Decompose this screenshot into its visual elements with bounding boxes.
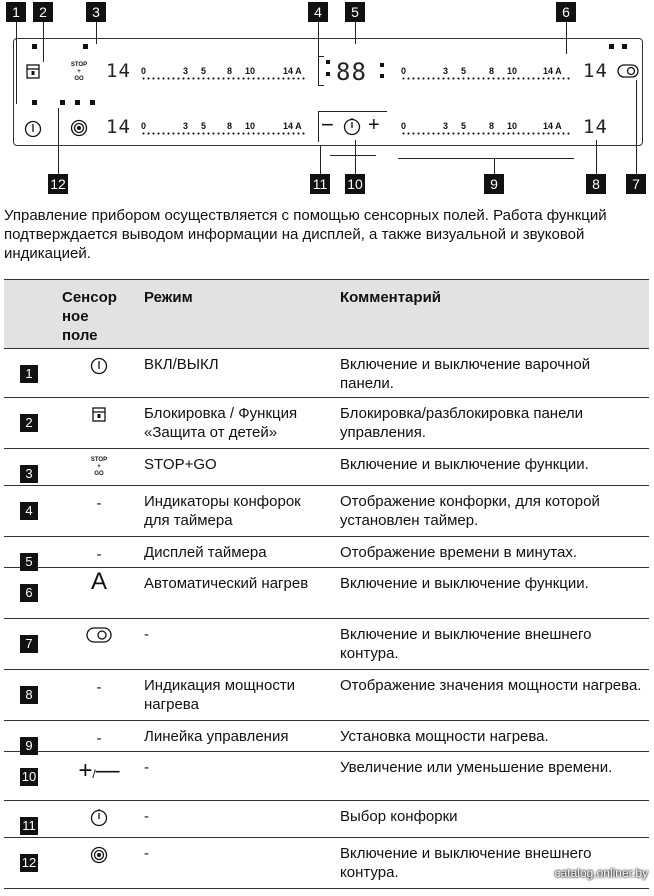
power-icon[interactable] [24,120,42,138]
indicator-dot [32,100,37,105]
power-level-display: 14 [583,116,608,138]
plus-button[interactable]: + [368,114,380,136]
row-number-badge: 8 [20,686,38,704]
timer-select-icon[interactable] [343,118,361,136]
row-number-badge: 12 [21,855,37,870]
slider-dots [141,77,307,80]
header-sensor: Сенсор ное поле [62,289,117,344]
indicator-dot [83,44,88,49]
scale-label: 0 [401,66,407,76]
scale-label: 0 [401,121,407,131]
lock-icon[interactable] [26,63,40,79]
badge-3: 3 [86,2,106,22]
comment-text: Увеличение или уменьшение времени. [340,759,613,776]
scale-label: 14 A [283,66,302,76]
watermark: catalog.onliner.by [554,866,648,880]
double-ring-icon [66,846,132,869]
row-number-badge: 9 [20,737,38,755]
comment-text: Включение и выключение функции. [340,456,589,473]
scale-label: 8 [227,66,233,76]
mode-text: - [144,759,149,776]
row-number-badge: 5 [20,553,38,571]
header-comment: Комментарий [340,289,442,306]
badge-11: 11 [310,174,330,194]
scale-label: 3 [443,121,449,131]
leader-9a [494,158,495,174]
row-number-badge: 1 [20,365,38,383]
mode-text: Индикаторы конфорок для таймера [144,493,301,529]
indicator-dot [622,44,627,49]
intro-paragraph: Управление прибором осуществляется с помощью сенсорных полей. Работа функций подтверждается выводом информации на дисплей, а также визуальной и звуковой индикацией. [4,207,607,262]
leader-10b [330,155,376,156]
timer-colon [380,63,384,67]
burner-indicator [326,60,330,64]
badge-7: 7 [626,174,646,194]
badge-2: 2 [33,2,53,22]
scale-label: 5 [201,66,207,76]
comment-text: Включение и выключение функции. [340,575,589,592]
scale-label: 0 [141,121,147,131]
timer-colon [380,74,384,78]
badge-5: 5 [345,2,365,22]
stop-go-icon: STOP + GO [90,457,108,477]
timer-select-icon [66,809,132,832]
comment-text: Включение и выключение внешнего контура. [340,626,592,662]
table-row [4,838,649,889]
sensor-dash: - [96,679,102,696]
table-row [4,349,649,398]
mode-text: Дисплей таймера [144,544,267,561]
sensor-dash: - [96,546,102,563]
scale-label: 8 [489,121,495,131]
comment-text: Выбор конфорки [340,808,458,825]
minus-button[interactable]: − [321,112,334,137]
comment-text: Отображение значения мощности нагрева. [340,677,642,694]
row-number-badge: 3 [20,465,38,483]
header-mode: Режим [144,289,193,306]
timer-bracket [318,56,324,86]
power-level-display: 14 [583,60,608,82]
power-level-display: 14 [106,60,131,82]
indicator-dot [32,44,37,49]
comment-text: Отображение времени в минутах. [340,544,577,561]
scale-label: 5 [201,121,207,131]
power-slider[interactable] [141,121,307,137]
row-number-badge: 6 [20,584,38,602]
power-slider[interactable] [141,66,307,82]
comment-text: Отображение конфорки, для которой установлен таймер. [340,493,600,529]
table-row [4,619,649,670]
scale-label: 3 [183,121,189,131]
mode-text: Блокировка / Функция «Защита от детей» [144,405,298,441]
badge-10: 10 [345,174,365,194]
scale-label: 3 [443,66,449,76]
badge-8: 8 [586,174,606,194]
mode-text: Автоматический нагрев [144,575,309,592]
indicator-dot [609,44,614,49]
scale-label: 10 [507,66,518,76]
badge-1: 1 [6,2,26,22]
oval-zone-icon [66,627,132,648]
double-ring-icon[interactable] [70,119,88,137]
mode-text: STOP+GO [144,456,217,473]
scale-label: 3 [183,66,189,76]
comment-text: Включение и выключение варочной панели. [340,356,591,392]
mode-text: - [144,626,149,643]
sensor-table [4,279,649,889]
scale-label: 14 A [543,121,562,131]
row-number-badge: 11 [20,817,38,835]
scale-label: 0 [141,66,147,76]
burner-indicator [326,72,330,76]
table-header [4,279,649,349]
scale-label: 8 [489,66,495,76]
scale-label: 5 [461,121,467,131]
indicator-dot [75,100,80,105]
indicator-dot [60,100,65,105]
mode-text: Индикация мощности нагрева [144,677,296,713]
power-level-display: 14 [106,116,131,138]
table-row [4,721,649,752]
table-row [4,537,649,568]
table-row [4,670,649,721]
badge-6: 6 [556,2,576,22]
table-row [4,752,649,801]
slider-dots [401,77,571,80]
power-icon [66,357,132,380]
scale-label: 8 [227,121,233,131]
power-slider[interactable] [401,66,573,82]
row-number-badge: 2 [20,414,38,432]
mode-text: - [144,808,149,825]
scale-label: 10 [245,66,256,76]
power-slider[interactable] [401,121,573,137]
slider-dots [401,132,571,135]
table-row [4,398,649,449]
indicator-dot [90,100,95,105]
table-row [4,486,649,537]
leader-11 [320,145,321,174]
mode-text: Линейка управления [144,728,289,745]
scale-label: 14 A [543,66,562,76]
slider-dots [141,132,307,135]
mode-text: - [144,845,149,862]
lock-icon [66,406,132,427]
plus-minus-icon: +/— [78,757,120,784]
badge-9: 9 [484,174,504,194]
badge-12: 12 [48,174,68,194]
row-number-badge: 10 [21,769,37,784]
sensor-dash: - [96,730,102,747]
auto-heat-symbol: A [90,568,107,595]
stop-go-icon[interactable]: STOP + GO [70,62,88,82]
timer-display: 88 [336,58,367,86]
scale-label: 5 [461,66,467,76]
comment-text: Включение и выключение внешнего контура. [340,845,592,881]
badge-4: 4 [308,2,328,22]
scale-label: 10 [507,121,518,131]
scale-label: 10 [245,121,256,131]
mode-text: ВКЛ/ВЫКЛ [144,356,219,373]
comment-text: Блокировка/разблокировка панели управления. [340,405,584,441]
oval-zone-icon[interactable] [617,64,639,78]
table-row [4,449,649,486]
comment-text: Установка мощности нагрева. [340,728,549,745]
table-row [4,568,649,619]
row-number-badge: 7 [20,635,38,653]
row-number-badge: 4 [20,502,38,520]
table-row [4,801,649,838]
table-body [4,349,649,889]
leader-9b [398,158,574,159]
sensor-dash: - [96,495,102,512]
scale-label: 14 A [283,121,302,131]
